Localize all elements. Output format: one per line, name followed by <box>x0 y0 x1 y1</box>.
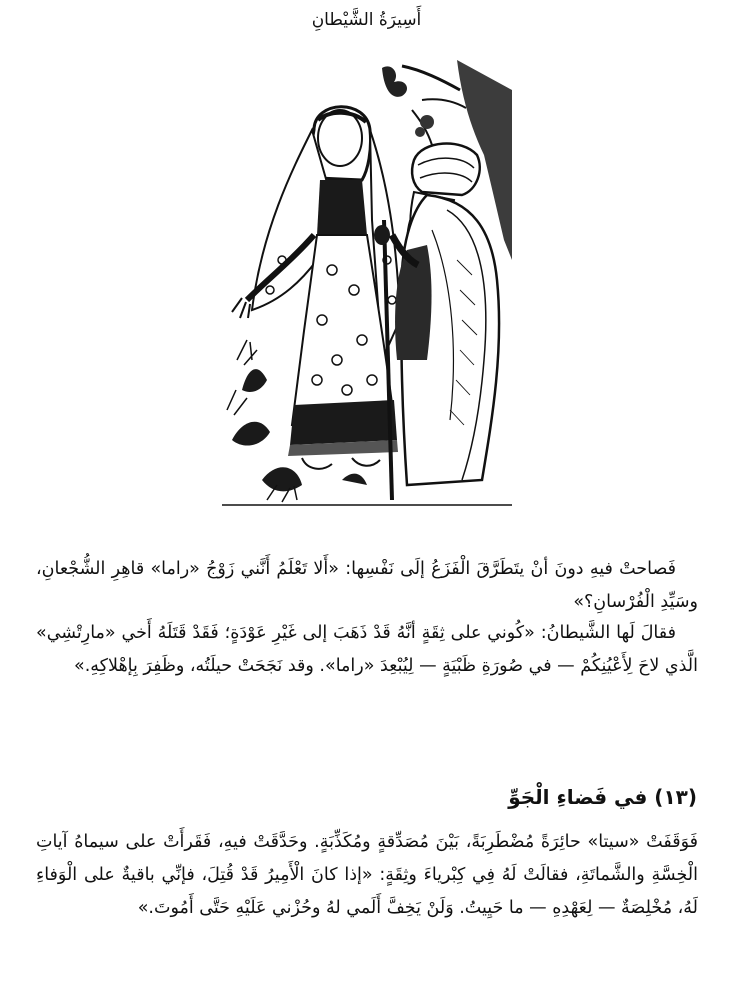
paragraph-3-text: فَوَقَفَتْ «سيتا» حائِرَةً مُضْطَرِبَةً، بَيْنَ مُصَدِّقةٍ ومُكَذِّبَةٍ. وحَدَّقَتْ فيهِ، فَقَرأَتْ على سيماهُ آياتِ الْخِسَّةِ والشَّماتَةِ، فقالَتْ لَهُ فِي كِبْرياءَ وثِقَةٍ: «إذا كانَ الْأَمِيرُ قَدْ قُتِلَ، فإنِّي باقيةٌ على الْوَفاءِ لَهُ، مُخْلِصَةٌ — لِعَهْدِهِ — ما حَيِيتُ. وَلَنْ يَخِفَّ أَلَمي لهُ وحُزْني عَلَيْهِ حَتَّى أَمُوتَ.» <box>36 832 698 918</box>
paragraph-1-text: فَصاحتْ فيهِ دونَ أنْ يتَطَرَّقَ الْفَزَعُ إلَى نَفْسِها: «أَلا تَعْلَمُ أَنَّني زَوْجُ «راما» قاهِرِ الشُّجْعانِ، وسَيِّدِ الْفُرْسانِ؟» <box>36 559 698 612</box>
paragraph-2 <box>36 617 698 683</box>
paragraph-1 <box>36 553 698 619</box>
running-title: أَسِيرَةُ الشَّيْطانِ <box>311 10 422 30</box>
paragraph-2-text: فقالَ لَها الشَّيطانُ: «كُوني على ثِقَةٍ أنَّهُ قَدْ ذَهَبَ إلى غَيْرِ عَوْدَةٍ؛ فَقَدْ قَتَلَهُ أَخي «مارِتْشِي» الَّذي لاحَ لِأَعْيُنِكُمْ — في صُورَةِ ظَبْيَةٍ — لِيُبْعِدَ «راما». وقد نَجَحَتْ حيلَتُه، وظَفِرَ بِإهْلاكِهِ.» <box>36 623 698 676</box>
illustration <box>222 60 512 510</box>
illustration-drawing <box>222 60 512 510</box>
paragraph-3 <box>36 826 698 925</box>
section-heading: (١٣) في فَضاءِ الْجَوِّ <box>508 785 697 809</box>
